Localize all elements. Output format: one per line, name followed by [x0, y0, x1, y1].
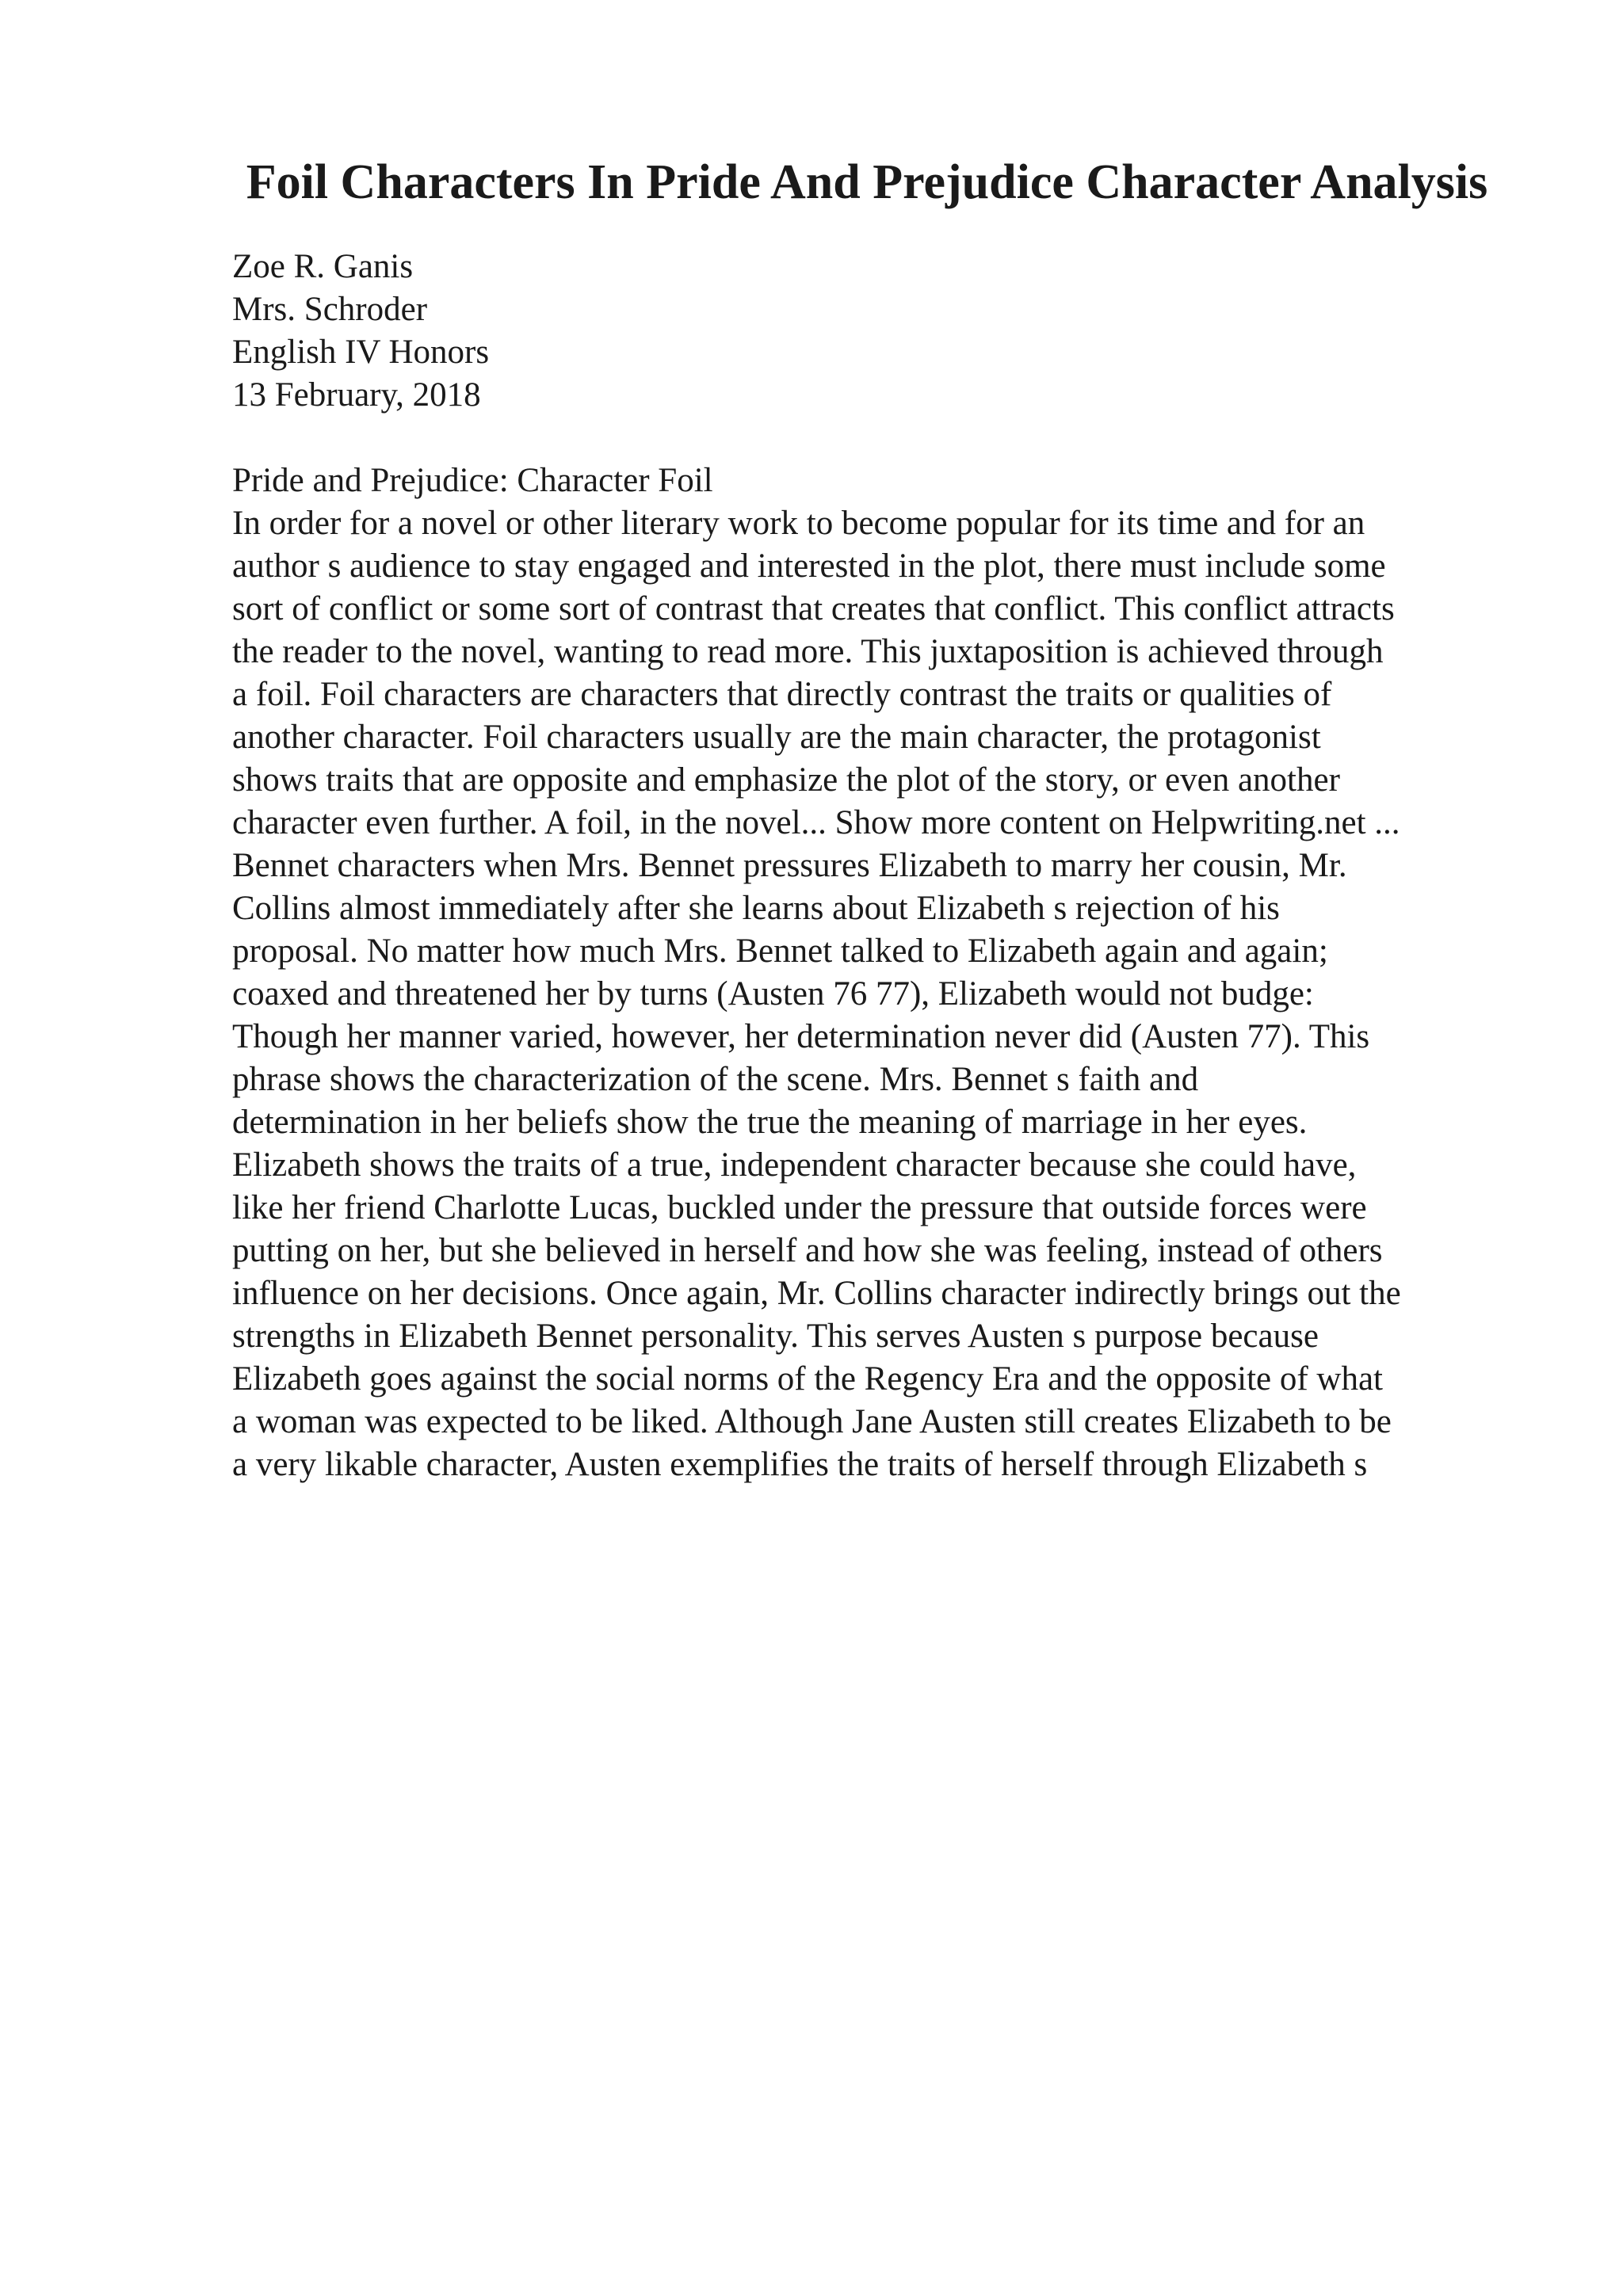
text-line: a woman was expected to be liked. Although Jane Austen still creates Elizabeth to be [232, 1403, 1392, 1440]
text-line: a foil. Foil characters are characters that directly contrast the traits or qualities of [232, 676, 1332, 713]
text-line: author s audience to stay engaged and interested in the plot, there must include some [232, 547, 1386, 585]
document-date: 13 February, 2018 [232, 376, 481, 414]
document-title: Foil Characters In Pride And Prejudice Character Analysis [246, 155, 1488, 209]
text-line: Collins almost immediately after she learns about Elizabeth s rejection of his [232, 890, 1280, 927]
text-line: character even further. A foil, in the novel... Show more content on Helpwriting.net ... [232, 804, 1400, 841]
text-line: influence on her decisions. Once again, Mr. Collins character indirectly brings out the [232, 1275, 1401, 1312]
essay-body [232, 460, 1532, 1486]
text-line: Though her manner varied, however, her determination never did (Austen 77). This [232, 1018, 1370, 1055]
text-line: phrase shows the characterization of the scene. Mrs. Bennet s faith and [232, 1061, 1199, 1098]
course-name: English IV Honors [232, 334, 490, 371]
text-line: putting on her, but she believed in herself and how she was feeling, instead of others [232, 1232, 1383, 1269]
text-line: coaxed and threatened her by turns (Austen 76 77), Elizabeth would not budge: [232, 975, 1314, 1013]
heading-block [232, 246, 489, 417]
text-line: sort of conflict or some sort of contrast that creates that conflict. This conflict attracts [232, 590, 1395, 627]
text-line: Bennet characters when Mrs. Bennet pressures Elizabeth to marry her cousin, Mr. [232, 847, 1347, 884]
text-line: like her friend Charlotte Lucas, buckled under the pressure that outside forces were [232, 1189, 1367, 1226]
text-line: In order for a novel or other literary work to become popular for its time and for an [232, 505, 1365, 542]
text-line: strengths in Elizabeth Bennet personality. This serves Austen s purpose because [232, 1318, 1319, 1355]
text-line: the reader to the novel, wanting to read more. This juxtaposition is achieved through [232, 633, 1384, 670]
text-line: determination in her beliefs show the true the meaning of marriage in her eyes. [232, 1104, 1308, 1141]
teacher-name: Mrs. Schroder [232, 291, 428, 328]
text-line: shows traits that are opposite and emphasize the plot of the story, or even another [232, 761, 1340, 799]
text-line: Elizabeth shows the traits of a true, independent character because she could have, [232, 1146, 1357, 1184]
essay-title: Pride and Prejudice: Character Foil [232, 462, 713, 499]
author-name: Zoe R. Ganis [232, 248, 414, 285]
text-line: a very likable character, Austen exemplifies the traits of herself through Elizabeth s [232, 1446, 1368, 1483]
text-line: proposal. No matter how much Mrs. Bennet talked to Elizabeth again and again; [232, 933, 1328, 970]
text-line: Elizabeth goes against the social norms of the Regency Era and the opposite of what [232, 1360, 1384, 1398]
text-line: another character. Foil characters usually are the main character, the protagonist [232, 719, 1321, 756]
